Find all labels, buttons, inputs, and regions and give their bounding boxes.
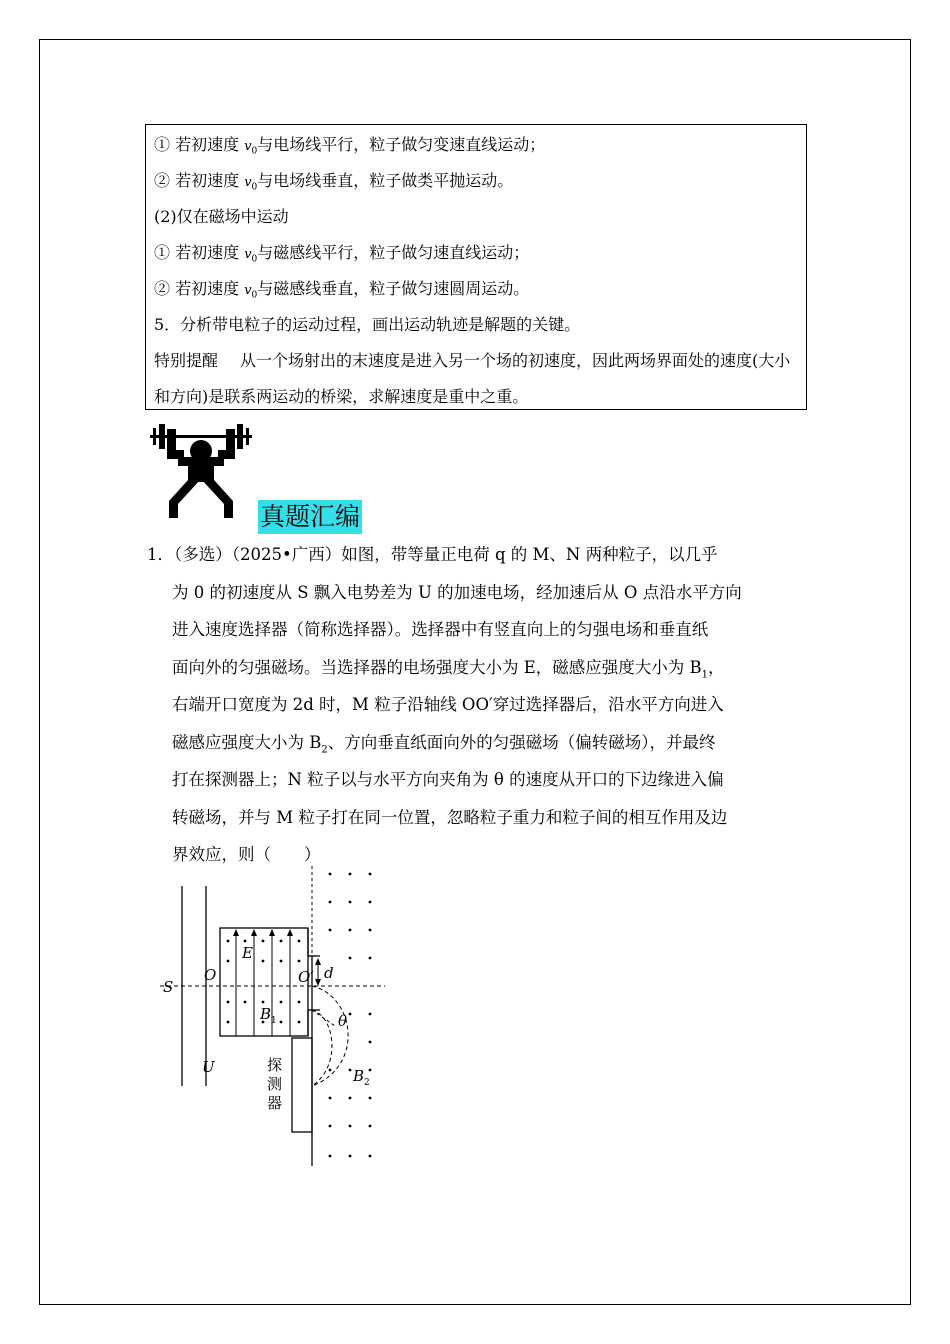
box-line-1: ① 若初速度 $v_0$与电场线平行，粒子做匀变速直线运动； bbox=[154, 135, 546, 157]
svg-text:U: U bbox=[202, 1058, 215, 1076]
question-line: 1．（多选）（2025•广西）如图，带等量正电荷 q 的 M、N 两种粒子，以几乎 bbox=[147, 545, 718, 564]
question-line: 为 0 的初速度从 S 飘入电势差为 U 的加速电场，经加速后从 O 点沿水平方向 bbox=[172, 582, 742, 602]
question-line: 界效应，则（ ） bbox=[172, 845, 321, 864]
svg-text:测: 测 bbox=[267, 1075, 283, 1093]
svg-text:d: d bbox=[324, 964, 334, 982]
special-tip bbox=[154, 343, 798, 415]
question-1 bbox=[147, 536, 809, 874]
svg-text:器: 器 bbox=[267, 1094, 283, 1112]
question-number: 1． bbox=[147, 545, 174, 564]
tip-label: 特别提醒 bbox=[154, 351, 219, 370]
svg-text:O: O bbox=[204, 966, 217, 984]
svg-text:θ: θ bbox=[338, 1012, 348, 1030]
question-line: 打在探测器上；N 粒子以与水平方向夹角为 θ 的速度从开口的下边缘进入偏 bbox=[172, 770, 724, 789]
v0-symbol: $v_0$ bbox=[244, 175, 258, 193]
question-line: 面向外的匀强磁场。当选择器的电场强度大小为 E，磁感应强度大小为 $B_1$， bbox=[172, 657, 725, 680]
svg-text:探: 探 bbox=[267, 1056, 283, 1074]
svg-text:E: E bbox=[242, 944, 253, 962]
svg-text:O′: O′ bbox=[298, 968, 314, 986]
box-line-4: ① 若初速度 $v_0$与磁感线平行，粒子做匀速直线运动； bbox=[154, 243, 530, 265]
summary-box bbox=[145, 124, 807, 410]
tip-text: 从一个场射出的末速度是进入另一个场的初速度，因此两场界面处的速度(大小和方向)是联系两运动的桥梁，求解速度是重中之重。 bbox=[154, 351, 791, 406]
svg-text:B2: $B_2$ bbox=[353, 1067, 370, 1088]
question-line: 磁感应强度大小为 $B_2$、方向垂直纸面向外的匀强磁场（偏转磁场），并最终 bbox=[172, 732, 716, 755]
svg-text:S: S bbox=[163, 978, 174, 996]
svg-text:B1: $B_1$ bbox=[260, 1005, 277, 1026]
v0-symbol: $v_0$ bbox=[244, 283, 258, 301]
v0-symbol: $v_0$ bbox=[244, 247, 258, 265]
weightlifter-icon bbox=[150, 424, 252, 520]
box-line-3: (2)仅在磁场中运动 bbox=[154, 207, 289, 226]
box-line-2: ② 若初速度 $v_0$与电场线垂直，粒子做类平抛运动。 bbox=[154, 171, 514, 193]
v0-symbol: $v_0$ bbox=[244, 139, 258, 157]
question-line: 进入速度选择器（简称选择器）。选择器中有竖直向上的匀强电场和垂直纸 bbox=[172, 620, 709, 639]
question-line: 右端开口宽度为 2d 时，M 粒子沿轴线 OO′穿过选择器后，沿水平方向进入 bbox=[172, 695, 724, 714]
section-title: 真题汇编 bbox=[258, 500, 362, 534]
box-line-6: 5．分析带电粒子的运动过程，画出运动轨迹是解题的关键。 bbox=[154, 315, 581, 334]
physics-diagram bbox=[160, 866, 385, 1171]
box-line-5: ② 若初速度 $v_0$与磁感线垂直，粒子做匀速圆周运动。 bbox=[154, 279, 530, 301]
detector bbox=[292, 1038, 312, 1132]
question-line: 转磁场，并与 M 粒子打在同一位置，忽略粒子重力和粒子间的相互作用及边 bbox=[172, 807, 728, 827]
